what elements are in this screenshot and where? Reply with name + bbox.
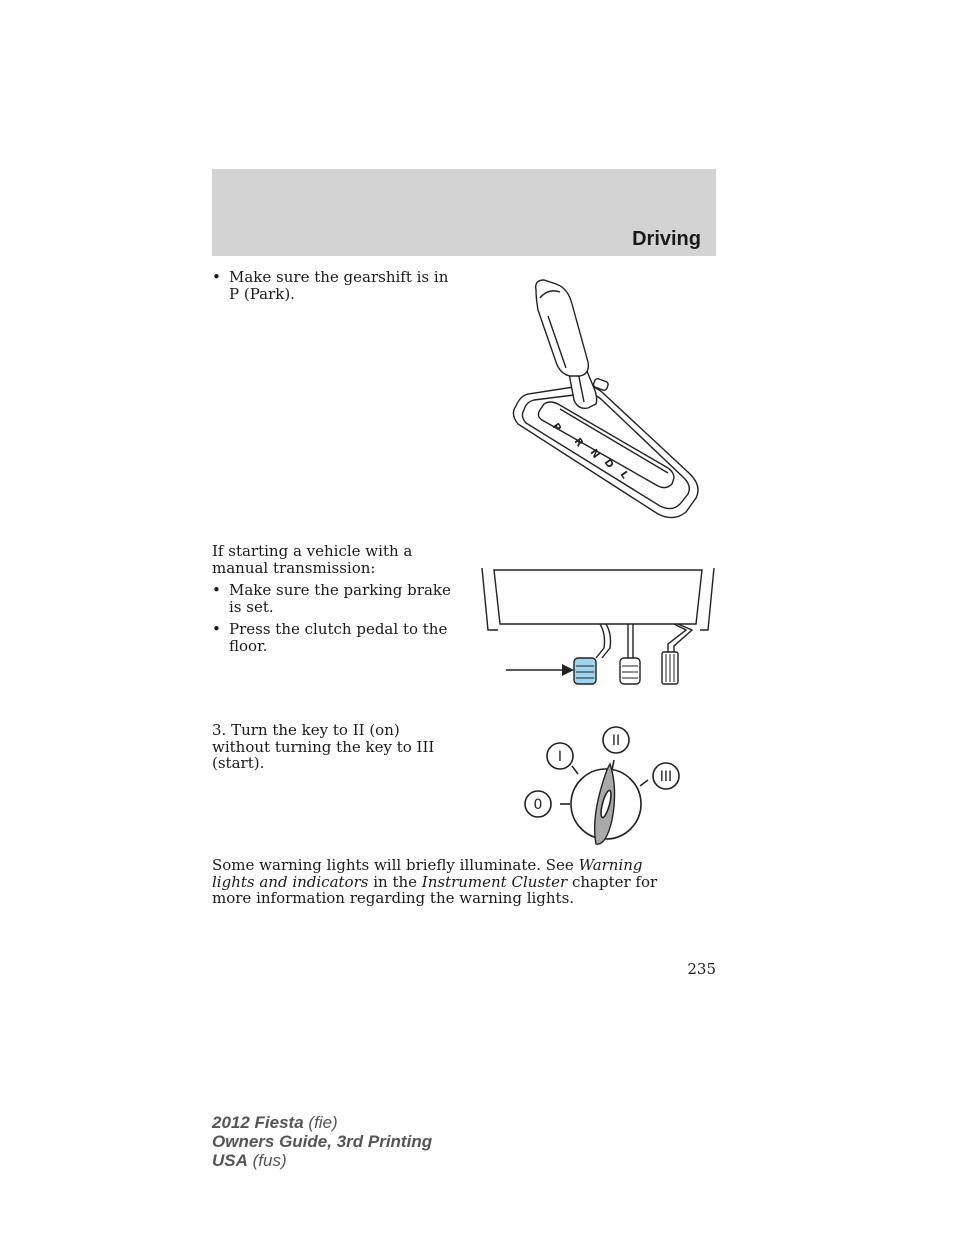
gear-label-d: D	[601, 457, 616, 471]
chapter-title: Driving	[632, 228, 701, 250]
ignition-step: 3. Turn the key to II (on) without turning the key to III (start).	[212, 721, 435, 772]
ignition-label-0: 0	[533, 797, 543, 813]
footer-line-3: USA (fus)	[212, 1151, 287, 1170]
document-footer	[212, 1113, 432, 1170]
manual-transmission-intro: If starting a vehicle with a manual transmission:	[212, 542, 413, 577]
ignition-label-ii: II	[611, 733, 621, 749]
clutch-pedal	[574, 658, 596, 684]
warning-lights-paragraph: Some warning lights will briefly illuminate. See Warning lights and indicators in the Instrument Cluster chapter for more information regarding the warning lights.	[212, 856, 658, 907]
ignition-label-i: I	[557, 749, 563, 765]
bullet-glyph: •	[212, 620, 221, 638]
ignition-label-iii: III	[659, 769, 673, 785]
warning-lights-reference: Warning lights and indicators	[212, 856, 643, 891]
clutch-pedal-bullet: • Press the clutch pedal to the floor.	[212, 620, 448, 655]
instrument-cluster-reference: Instrument Cluster	[421, 872, 568, 891]
gear-label-l: L	[617, 469, 631, 481]
ignition-switch-illustration	[520, 722, 684, 848]
bullet-glyph: •	[212, 268, 221, 286]
footer-line-2: Owners Guide, 3rd Printing	[212, 1132, 433, 1151]
chapter-header	[212, 169, 716, 256]
bullet-glyph: •	[212, 581, 221, 599]
automatic-gearshift-illustration	[508, 276, 708, 522]
gearshift-bullet: • Make sure the gearshift is in P (Park).	[212, 268, 449, 303]
parking-brake-bullet: • Make sure the parking brake is set.	[212, 581, 451, 616]
gear-label-n: N	[587, 447, 602, 461]
gear-label-p: P	[549, 421, 563, 434]
footer-line-1: 2012 Fiesta (fie)	[212, 1113, 338, 1132]
page-number: 235	[687, 960, 716, 978]
gear-label-r: R	[571, 436, 585, 450]
brake-pedal	[620, 658, 640, 684]
pedal-illustration	[478, 564, 718, 690]
